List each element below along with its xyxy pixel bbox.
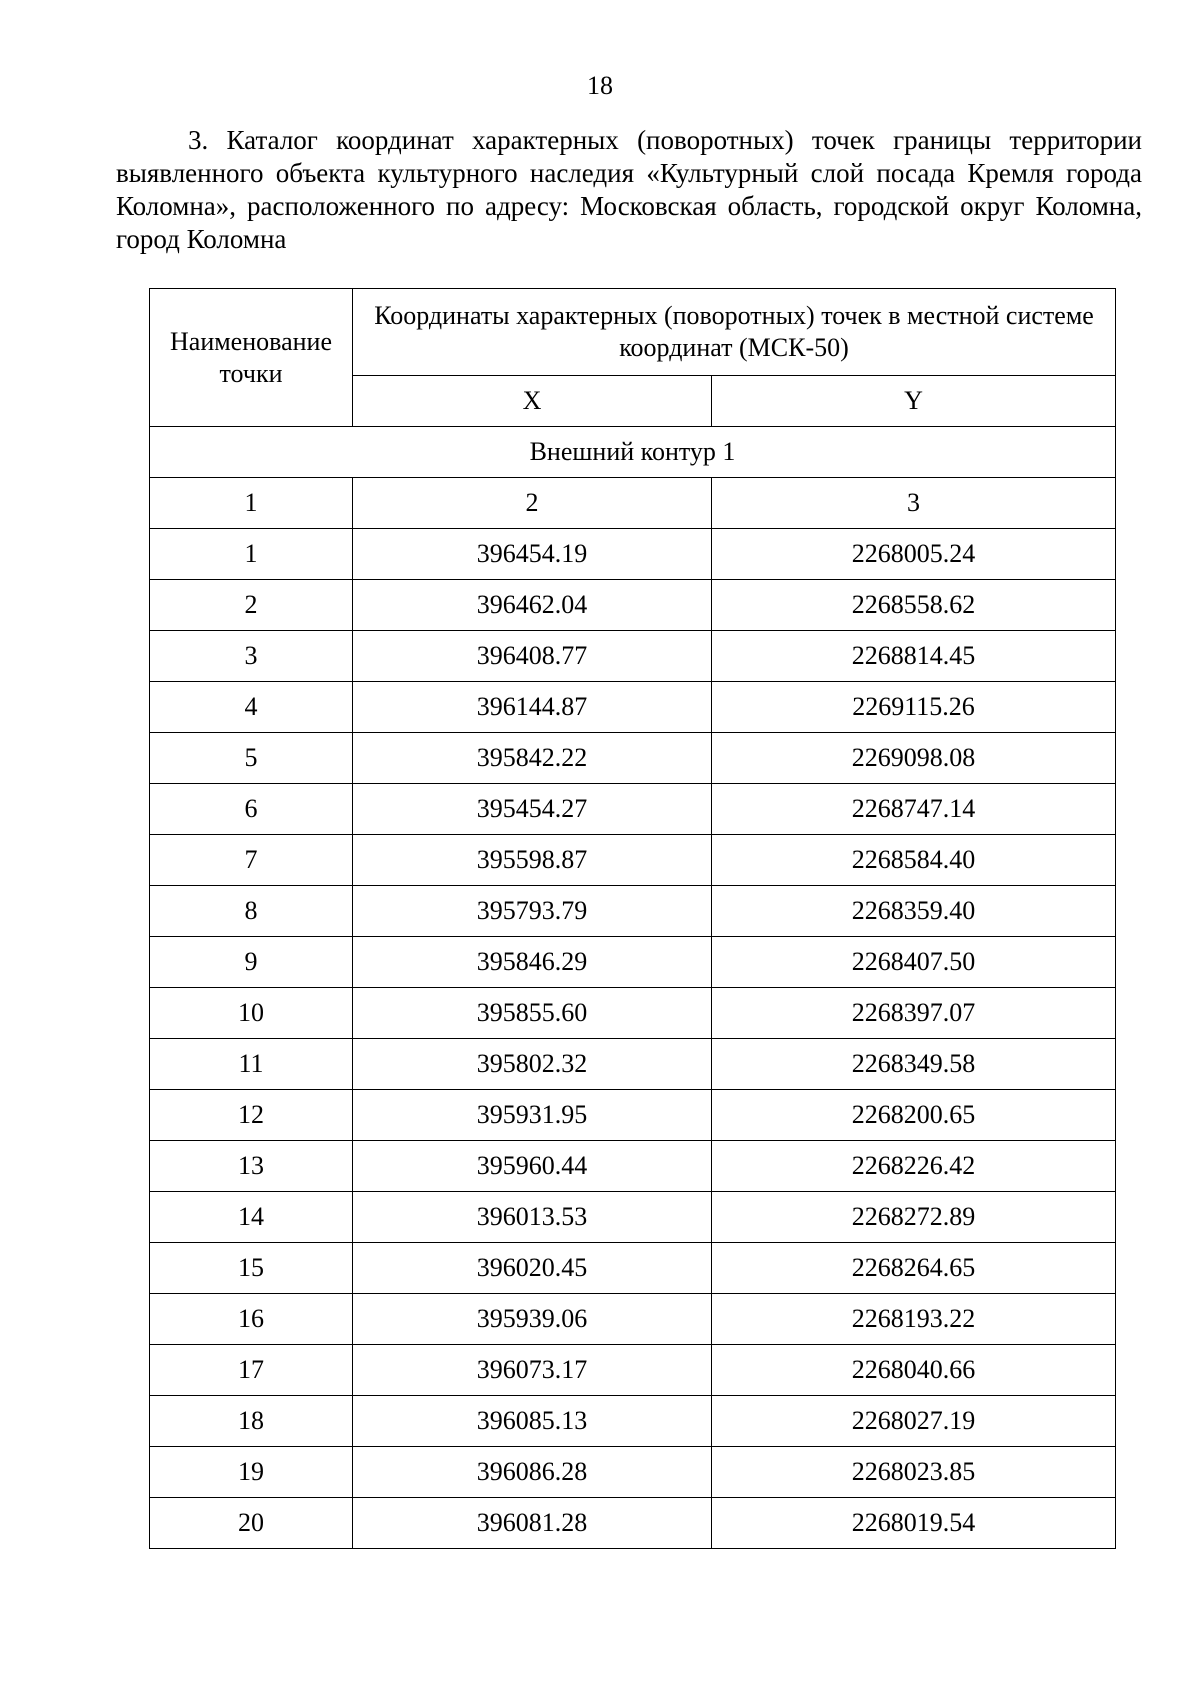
x-coordinate-cell: 396013.53: [353, 1192, 712, 1243]
x-coordinate-cell: 396144.87: [353, 682, 712, 733]
point-number-cell: 19: [150, 1447, 353, 1498]
y-coordinate-cell: 2268193.22: [712, 1294, 1116, 1345]
x-coordinate-cell: 395931.95: [353, 1090, 712, 1141]
x-coordinate-cell: 396086.28: [353, 1447, 712, 1498]
column-number: 2: [353, 478, 712, 529]
table-row: [150, 1294, 1116, 1345]
y-coordinate-cell: 2268272.89: [712, 1192, 1116, 1243]
point-number-cell: 2: [150, 580, 353, 631]
y-coordinate-cell: 2268558.62: [712, 580, 1116, 631]
point-number-cell: 1: [150, 529, 353, 580]
table-row: [150, 937, 1116, 988]
table-row: [150, 631, 1116, 682]
table-row: [150, 682, 1116, 733]
y-coordinate-cell: 2268584.40: [712, 835, 1116, 886]
y-coordinate-cell: 2268226.42: [712, 1141, 1116, 1192]
table-row: [150, 1345, 1116, 1396]
y-coordinate-cell: 2268264.65: [712, 1243, 1116, 1294]
table-row: [150, 733, 1116, 784]
point-number-cell: 10: [150, 988, 353, 1039]
y-coordinate-cell: 2268747.14: [712, 784, 1116, 835]
table-row: [150, 988, 1116, 1039]
x-coordinate-cell: 396073.17: [353, 1345, 712, 1396]
contour-label: Внешний контур 1: [150, 427, 1116, 478]
x-coordinate-cell: 396462.04: [353, 580, 712, 631]
table-row: [150, 1039, 1116, 1090]
coordinates-table: [149, 288, 1116, 1549]
point-number-cell: 16: [150, 1294, 353, 1345]
y-coordinate-cell: 2268027.19: [712, 1396, 1116, 1447]
point-number-cell: 7: [150, 835, 353, 886]
x-coordinate-cell: 395960.44: [353, 1141, 712, 1192]
x-coordinate-cell: 395842.22: [353, 733, 712, 784]
x-coordinate-cell: 395802.32: [353, 1039, 712, 1090]
point-number-cell: 17: [150, 1345, 353, 1396]
x-coordinate-cell: 395846.29: [353, 937, 712, 988]
y-coordinate-cell: 2268397.07: [712, 988, 1116, 1039]
x-coordinate-cell: 396454.19: [353, 529, 712, 580]
point-number-cell: 3: [150, 631, 353, 682]
y-coordinate-cell: 2268814.45: [712, 631, 1116, 682]
point-number-cell: 13: [150, 1141, 353, 1192]
y-coordinate-cell: 2268040.66: [712, 1345, 1116, 1396]
header-coordinates-group: [353, 289, 1116, 376]
table-row: [150, 835, 1116, 886]
point-number-cell: 12: [150, 1090, 353, 1141]
table-row: [150, 529, 1116, 580]
point-number-cell: 8: [150, 886, 353, 937]
point-number-cell: 4: [150, 682, 353, 733]
y-coordinate-cell: 2268349.58: [712, 1039, 1116, 1090]
x-coordinate-cell: 396085.13: [353, 1396, 712, 1447]
point-number-cell: 14: [150, 1192, 353, 1243]
table-row: [150, 580, 1116, 631]
table-row: [150, 1396, 1116, 1447]
table-row: [150, 1192, 1116, 1243]
table-row: [150, 784, 1116, 835]
header-point-name-label: Наименование точки: [170, 326, 332, 388]
point-number-cell: 20: [150, 1498, 353, 1549]
intro-paragraph: 3. Каталог координат характерных (поворотных) точек границы территории выявленного объекта культурного наследия «Культурный слой посада Кремля города Коломна», расположенного по адресу: Московская область, городской округ Коломна, город Коломна: [116, 125, 1142, 254]
header-point-name: [150, 289, 353, 427]
page-number: 18: [587, 71, 613, 100]
x-coordinate-cell: 395793.79: [353, 886, 712, 937]
point-number-cell: 6: [150, 784, 353, 835]
table-row: [150, 886, 1116, 937]
point-number-cell: 9: [150, 937, 353, 988]
x-coordinate-cell: 395939.06: [353, 1294, 712, 1345]
table-row: [150, 1447, 1116, 1498]
point-number-cell: 18: [150, 1396, 353, 1447]
header-coordinates-group-label: Координаты характерных (поворотных) точек в местной системе координат (МСК-50): [374, 301, 1094, 362]
y-coordinate-cell: 2268359.40: [712, 886, 1116, 937]
x-coordinate-cell: 395598.87: [353, 835, 712, 886]
point-number-cell: 11: [150, 1039, 353, 1090]
y-coordinate-cell: 2268200.65: [712, 1090, 1116, 1141]
table-row: [150, 1498, 1116, 1549]
y-coordinate-cell: 2269115.26: [712, 682, 1116, 733]
x-coordinate-cell: 396408.77: [353, 631, 712, 682]
y-coordinate-cell: 2268023.85: [712, 1447, 1116, 1498]
point-number-cell: 15: [150, 1243, 353, 1294]
point-number-cell: 5: [150, 733, 353, 784]
y-coordinate-cell: 2268005.24: [712, 529, 1116, 580]
table-row: [150, 1141, 1116, 1192]
table-row: [150, 1090, 1116, 1141]
x-coordinate-cell: 395454.27: [353, 784, 712, 835]
column-number: 1: [150, 478, 353, 529]
table-row: [150, 1243, 1116, 1294]
header-y: Y: [712, 376, 1116, 427]
x-coordinate-cell: 396081.28: [353, 1498, 712, 1549]
column-number: 3: [712, 478, 1116, 529]
x-coordinate-cell: 396020.45: [353, 1243, 712, 1294]
y-coordinate-cell: 2268019.54: [712, 1498, 1116, 1549]
y-coordinate-cell: 2268407.50: [712, 937, 1116, 988]
header-x: X: [353, 376, 712, 427]
x-coordinate-cell: 395855.60: [353, 988, 712, 1039]
y-coordinate-cell: 2269098.08: [712, 733, 1116, 784]
